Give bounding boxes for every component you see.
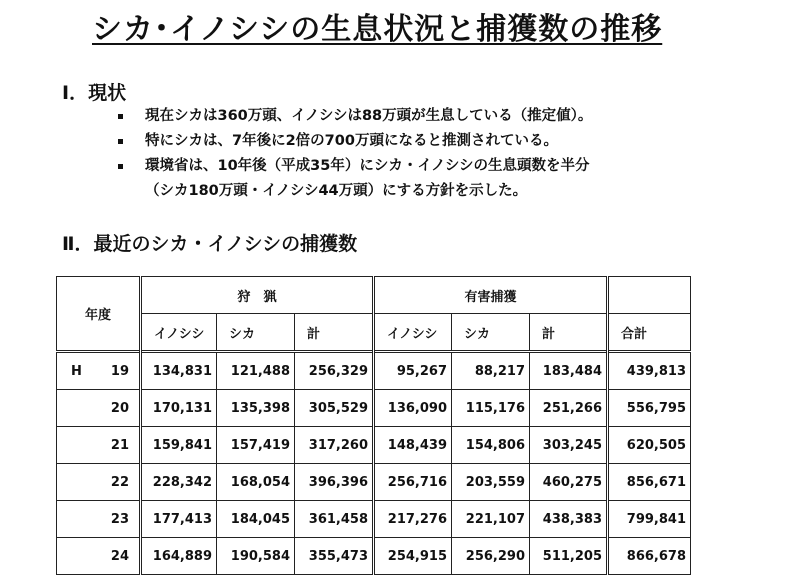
table-cell: 256,716	[374, 464, 452, 501]
year-cell	[57, 464, 141, 501]
table-cell: 184,045	[217, 501, 295, 538]
list-item	[118, 104, 758, 129]
table-cell: 135,398	[217, 390, 295, 427]
table-cell: 856,671	[608, 464, 691, 501]
table-cell: 556,795	[608, 390, 691, 427]
table-cell: 217,276	[374, 501, 452, 538]
capture-count-table	[56, 276, 691, 575]
list-item	[118, 154, 758, 204]
hunting-group-header: 狩 猟	[141, 277, 374, 314]
bullet-text-continuation: （シカ180万頭・イノシシ44万頭）にする方針を示した。	[145, 183, 528, 199]
year-value: 23	[110, 511, 129, 527]
column-header: 計	[295, 314, 374, 352]
table-cell: 256,290	[452, 538, 530, 575]
square-bullet-icon	[118, 139, 123, 144]
status-bullet-list	[118, 104, 758, 204]
year-cell	[57, 427, 141, 464]
table-cell: 460,275	[530, 464, 608, 501]
table-cell: 317,260	[295, 427, 374, 464]
table-cell: 157,419	[217, 427, 295, 464]
table-cell: 136,090	[374, 390, 452, 427]
table-cell: 148,439	[374, 427, 452, 464]
year-cell	[57, 501, 141, 538]
table-cell: 88,217	[452, 352, 530, 390]
year-value: 20	[110, 400, 129, 416]
table-cell: 164,889	[141, 538, 217, 575]
table-cell: 203,559	[452, 464, 530, 501]
pest-control-group-header: 有害捕獲	[374, 277, 608, 314]
table-cell: 799,841	[608, 501, 691, 538]
year-value: 21	[110, 437, 129, 453]
section-heading-current-status: Ⅰ．現状	[62, 82, 127, 104]
table-cell: 228,342	[141, 464, 217, 501]
table-cell: 438,383	[530, 501, 608, 538]
table-subheader-row	[57, 314, 691, 352]
year-cell	[57, 538, 141, 575]
bullet-text: 環境省は、10年後（平成35年）にシカ・イノシシの生息頭数を半分	[145, 158, 590, 174]
table-cell: 168,054	[217, 464, 295, 501]
column-header: シカ	[452, 314, 530, 352]
table-cell: 355,473	[295, 538, 374, 575]
year-cell	[57, 390, 141, 427]
table-cell: 866,678	[608, 538, 691, 575]
year-value: 22	[110, 474, 129, 490]
list-item	[118, 129, 758, 154]
column-header: イノシシ	[141, 314, 217, 352]
table-cell: 251,266	[530, 390, 608, 427]
table-cell: 121,488	[217, 352, 295, 390]
year-value: 19	[110, 363, 129, 379]
table-cell: 177,413	[141, 501, 217, 538]
table-cell: 183,484	[530, 352, 608, 390]
table-cell: 190,584	[217, 538, 295, 575]
column-header: 計	[530, 314, 608, 352]
table-cell: 134,831	[141, 352, 217, 390]
year-value: 24	[110, 548, 129, 564]
table-cell: 159,841	[141, 427, 217, 464]
table-row	[57, 464, 691, 501]
table-header-row	[57, 277, 691, 314]
table-cell: 361,458	[295, 501, 374, 538]
column-header: シカ	[217, 314, 295, 352]
table-cell: 170,131	[141, 390, 217, 427]
section-heading-capture-counts: Ⅱ．最近のシカ・イノシシの捕獲数	[62, 233, 358, 255]
table-cell: 115,176	[452, 390, 530, 427]
table-cell: 511,205	[530, 538, 608, 575]
table-row	[57, 538, 691, 575]
table-cell: 154,806	[452, 427, 530, 464]
table-row	[57, 427, 691, 464]
table-cell: 221,107	[452, 501, 530, 538]
table-cell: 95,267	[374, 352, 452, 390]
total-group-header	[608, 277, 691, 314]
square-bullet-icon	[118, 114, 123, 119]
table-cell: 305,529	[295, 390, 374, 427]
era-prefix: H	[71, 363, 82, 379]
table-cell: 620,505	[608, 427, 691, 464]
column-header: 合計	[608, 314, 691, 352]
bullet-text: 現在シカは360万頭、イノシシは88万頭が生息している（推定値）。	[145, 108, 593, 124]
year-header: 年度	[57, 277, 141, 352]
table-cell: 439,813	[608, 352, 691, 390]
column-header: イノシシ	[374, 314, 452, 352]
table-cell: 303,245	[530, 427, 608, 464]
bullet-text: 特にシカは、7年後に2倍の700万頭になると推測されている。	[145, 133, 558, 149]
table-cell: 396,396	[295, 464, 374, 501]
table-row	[57, 352, 691, 390]
table-cell: 254,915	[374, 538, 452, 575]
table-row	[57, 390, 691, 427]
page-title: シカ･イノシシの生息状況と捕獲数の推移	[92, 12, 663, 47]
square-bullet-icon	[118, 164, 123, 169]
year-cell	[57, 352, 141, 390]
table-row	[57, 501, 691, 538]
table-cell: 256,329	[295, 352, 374, 390]
